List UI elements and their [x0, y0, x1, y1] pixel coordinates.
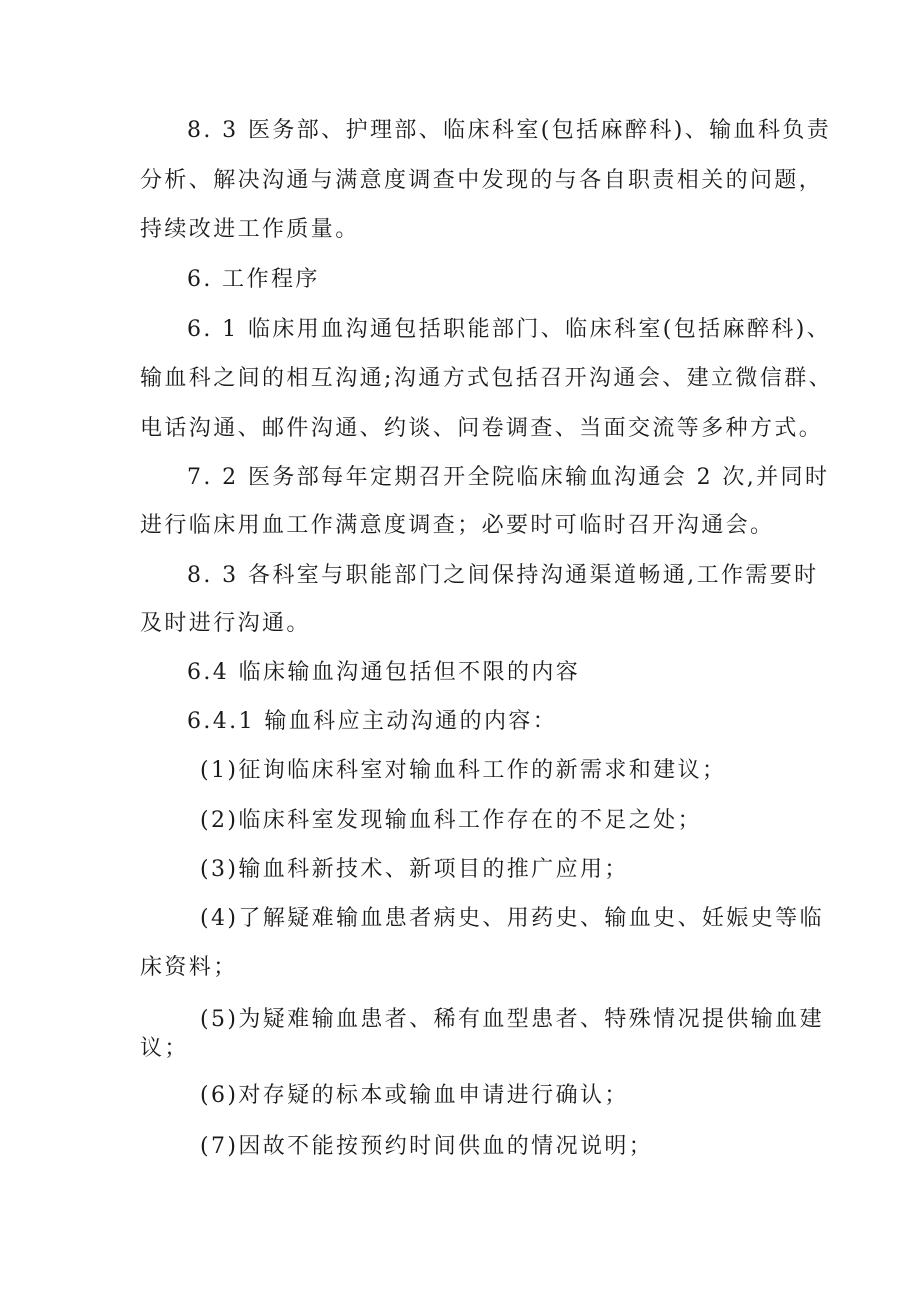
paragraph-8-3-line-3: 持续改进工作质量。	[140, 217, 360, 242]
paragraph-6-1-line-2: 输血科之间的相互沟通;沟通方式包括召开沟通会、建立微信群、	[140, 366, 834, 391]
list-item-4-line-2: 床资料；	[140, 955, 238, 980]
paragraph-7-2-line-2: 进行临床用血工作满意度调查；必要时可临时召开沟通会。	[140, 513, 775, 538]
paragraph-8-3b-line-2: 及时进行沟通。	[140, 611, 311, 636]
list-item-1: (1)征询临床科室对输血科工作的新需求和建议；	[200, 758, 727, 783]
paragraph-6-1-line-3: 电话沟通、邮件沟通、约谈、问卷调查、当面交流等多种方式。	[140, 416, 824, 441]
list-item-2: (2)临床科室发现输血科工作存在的不足之处；	[200, 808, 702, 833]
paragraph-6-1-line-1: 6. 1 临床用血沟通包括职能部门、临床科室(包括麻醉科)、	[187, 317, 832, 342]
list-item-7: (7)因故不能按预约时间供血的情况说明；	[200, 1134, 654, 1159]
list-item-3: (3)输血科新技术、新项目的推广应用；	[200, 857, 629, 882]
list-item-6: (6)对存疑的标本或输血申请进行确认；	[200, 1083, 629, 1108]
list-item-5-line-2: 议；	[140, 1036, 189, 1061]
paragraph-8-3-line-1: 8. 3 医务部、护理部、临床科室(包括麻醉科)、输血科负责	[187, 118, 832, 143]
paragraph-8-3b-line-1: 8. 3 各科室与职能部门之间保持沟通渠道畅通,工作需要时	[187, 563, 819, 588]
section-heading-6-4-1: 6.4.1 输血科应主动沟通的内容：	[187, 709, 558, 734]
section-heading-6-4: 6.4 临床输血沟通包括但不限的内容	[187, 660, 581, 685]
list-item-4-line-1: (4)了解疑难输血患者病史、用药史、输血史、妊娠史等临	[200, 906, 824, 931]
paragraph-7-2-line-1: 7. 2 医务部每年定期召开全院临床输血沟通会 2 次,并同时	[187, 465, 830, 490]
section-heading-6: 6. 工作程序	[187, 267, 320, 292]
paragraph-8-3-line-2: 分析、解决沟通与满意度调查中发现的与各自职责相关的问题，	[140, 168, 824, 193]
list-item-5-line-1: (5)为疑难输血患者、稀有血型患者、特殊情况提供输血建	[200, 1007, 824, 1032]
